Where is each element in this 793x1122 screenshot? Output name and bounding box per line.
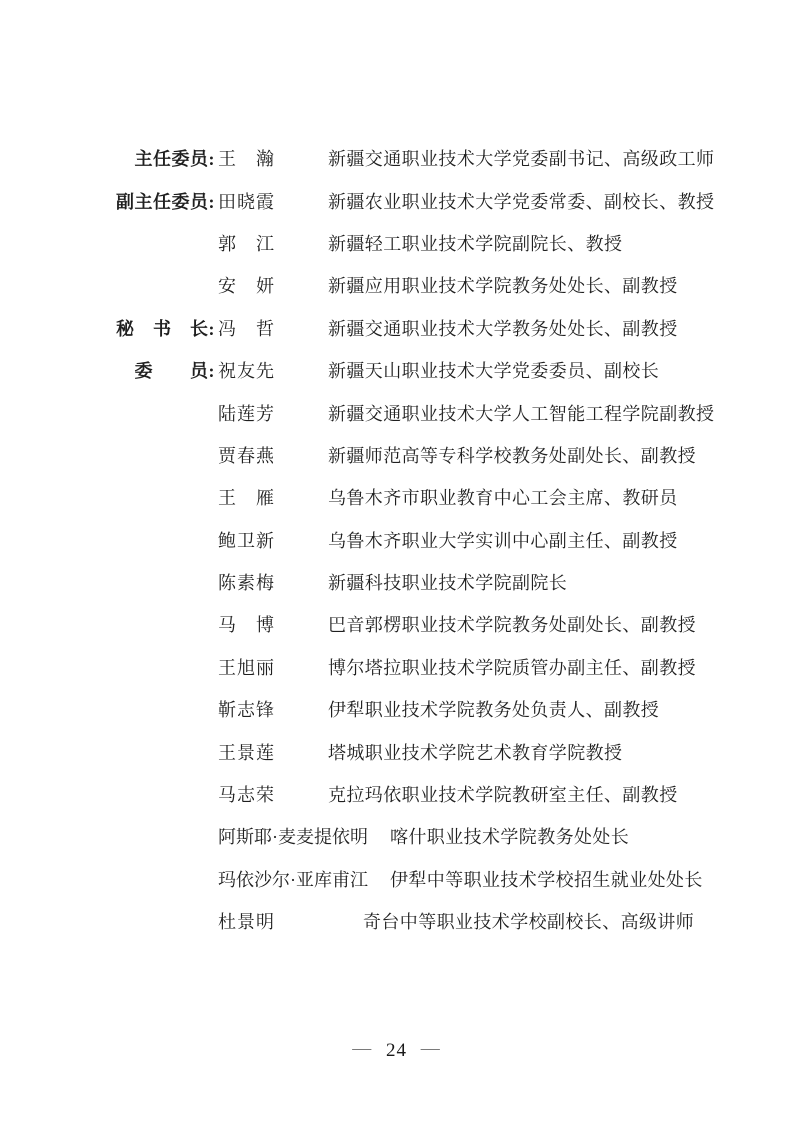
member-row	[92, 137, 772, 179]
member-row	[92, 264, 772, 306]
member-row	[92, 646, 772, 688]
member-title: 乌鲁木齐职业大学实训中心副主任、副教授	[328, 530, 678, 551]
member-title: 奇台中等职业技术学校副校长、高级讲师	[363, 912, 695, 933]
member-title: 伊犁中等职业技术学校招生就业处处长	[390, 869, 703, 890]
member-name: 马 博	[218, 615, 275, 636]
member-name: 贾春燕	[218, 445, 275, 466]
role-label: 秘 书 长:	[116, 318, 215, 339]
member-title: 伊犁职业技术学院教务处负责人、副教授	[328, 700, 660, 721]
member-title: 新疆交通职业技术大学党委副书记、高级政工师	[328, 149, 715, 170]
member-row	[92, 519, 772, 561]
member-title: 新疆交通职业技术大学教务处处长、副教授	[328, 318, 678, 339]
member-row	[92, 434, 772, 476]
member-row	[92, 815, 772, 857]
role-label: 委 员:	[134, 361, 215, 382]
member-name: 玛依沙尔·亚库甫江	[218, 869, 368, 890]
member-name: 王 雁	[218, 488, 275, 509]
member-title: 新疆师范高等专科学校教务处副处长、副教授	[328, 445, 696, 466]
member-row	[92, 858, 772, 900]
member-row	[92, 391, 772, 433]
member-row	[92, 773, 772, 815]
member-name: 郭 江	[218, 233, 275, 254]
member-name: 王旭丽	[218, 657, 275, 678]
member-row	[92, 307, 772, 349]
page-number	[0, 1040, 793, 1062]
role-label: 副主任委员:	[116, 191, 215, 212]
member-title: 塔城职业技术学院艺术教育学院教授	[328, 742, 623, 763]
member-name: 安 妍	[218, 276, 275, 297]
member-name: 祝友先	[218, 361, 275, 382]
member-name: 陆莲芳	[218, 403, 275, 424]
member-name: 鲍卫新	[218, 530, 275, 551]
member-name: 王景莲	[218, 742, 275, 763]
member-title: 博尔塔拉职业技术学院质管办副主任、副教授	[328, 657, 696, 678]
member-name: 田晓霞	[218, 191, 275, 212]
member-title: 喀什职业技术学院教务处处长	[390, 827, 630, 848]
member-title: 新疆轻工职业技术学院副院长、教授	[328, 233, 623, 254]
member-title: 乌鲁木齐市职业教育中心工会主席、教研员	[328, 488, 678, 509]
member-row	[92, 222, 772, 264]
role-label: 主任委员:	[134, 149, 215, 170]
member-name: 陈素梅	[218, 573, 275, 594]
member-name: 杜景明	[218, 912, 275, 933]
member-title: 巴音郭楞职业技术学院教务处副处长、副教授	[328, 615, 696, 636]
member-row	[92, 476, 772, 518]
member-title: 新疆农业职业技术大学党委常委、副校长、教授	[328, 191, 715, 212]
page-number-dash-left: —	[352, 1038, 373, 1059]
member-row	[92, 900, 772, 942]
member-title: 新疆交通职业技术大学人工智能工程学院副教授	[328, 403, 715, 424]
member-row	[92, 349, 772, 391]
member-row	[92, 603, 772, 645]
page-number-dash-right: —	[420, 1038, 441, 1059]
member-title: 新疆科技职业技术学院副院长	[328, 573, 568, 594]
committee-member-list	[92, 137, 772, 942]
member-name: 阿斯耶·麦麦提依明	[218, 827, 368, 848]
member-row	[92, 730, 772, 772]
member-row	[92, 561, 772, 603]
member-name: 马志荣	[218, 785, 275, 806]
member-name: 冯 哲	[218, 318, 275, 339]
member-row	[92, 688, 772, 730]
page-number-value: 24	[386, 1040, 407, 1061]
member-title: 克拉玛依职业技术学院教研室主任、副教授	[328, 785, 678, 806]
member-name: 靳志锋	[218, 700, 275, 721]
member-row	[92, 179, 772, 221]
member-title: 新疆天山职业技术大学党委委员、副校长	[328, 361, 660, 382]
member-title: 新疆应用职业技术学院教务处处长、副教授	[328, 276, 678, 297]
member-name: 王 瀚	[218, 149, 275, 170]
